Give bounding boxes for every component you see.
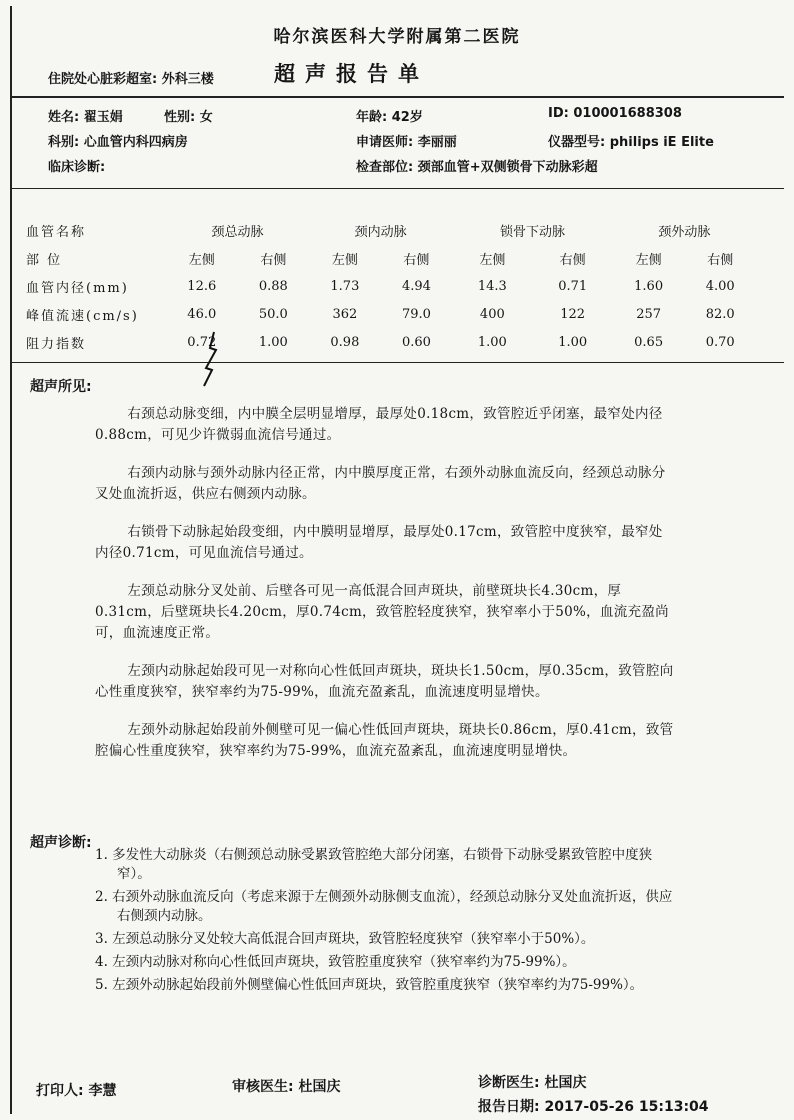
table-cell: 1.60	[634, 278, 664, 294]
side-cell: 左侧	[479, 252, 506, 268]
printer: 打印人: 李慧	[36, 1083, 117, 1099]
table-cell: 0.60	[401, 334, 431, 350]
left-border	[10, 6, 12, 1114]
pen-scribble-mark	[196, 328, 226, 388]
side-cell: 左侧	[188, 252, 215, 268]
patient-sex: 性别: 女	[164, 110, 213, 125]
table-cell: 362	[332, 306, 358, 322]
exam-site: 检查部位: 颈部血管+双侧锁骨下动脉彩超	[356, 160, 598, 175]
diagnosis-item: 1. 多发性大动脉炎（右侧颈总动脉受累致管腔绝大部分闭塞，右锁骨下动脉受累致管腔中度狭窄）。	[95, 847, 653, 882]
vessel-name: 锁骨下动脉	[500, 224, 566, 240]
finding-paragraph: 左颈内动脉起始段可见一对称向心性低回声斑块，斑块长1.50cm，厚0.35cm，致管腔向心性重度狭窄，狭窄率约为75-99%，血流充盈紊乱，血流速度明显增快。	[95, 663, 674, 700]
patient-department: 科别: 心血管内科四病房	[48, 135, 188, 150]
table-cell: 79.0	[401, 306, 431, 322]
diagnosis-item: 3. 左颈总动脉分叉处较大高低混合回声斑块，致管腔轻度狭窄（狭窄率小于50%）。	[95, 931, 595, 947]
diagnosis-list	[95, 846, 675, 999]
table-cell: 0.70	[705, 334, 735, 350]
table-row	[26, 328, 756, 356]
table-cell: 50.0	[258, 306, 288, 322]
report-date: 报告日期: 2017-05-26 15:13:04	[478, 1099, 709, 1115]
side-cell: 左侧	[635, 252, 662, 268]
table-cell: 400	[479, 306, 505, 322]
diagnosing-doctor: 诊断医生: 杜国庆	[478, 1075, 587, 1091]
table-cell: 1.00	[558, 334, 588, 350]
table-cell: 4.94	[401, 278, 431, 294]
table-divider	[10, 362, 784, 363]
finding-paragraph: 右颈总动脉变细，内中膜全层明显增厚，最厚处0.18cm，致管腔近乎闭塞，最窄处内径0.88cm，可见少许微弱血流信号通过。	[95, 406, 663, 443]
table-cell: 0.71	[558, 278, 588, 294]
hospital-name: 哈尔滨医科大学附属第二医院	[273, 27, 521, 47]
patient-id: ID: 010001688308	[548, 106, 682, 121]
patient-age: 年龄: 42岁	[356, 110, 423, 125]
table-cell: 12.6	[187, 278, 217, 294]
table-side-row	[26, 244, 756, 272]
header-divider	[10, 96, 784, 98]
report-title: 超声报告单	[274, 61, 429, 86]
row-label: 峰值流速(cm/s)	[26, 308, 139, 324]
finding-paragraph: 右锁骨下动脉起始段变细，内中膜明显增厚，最厚处0.17cm，致管腔中度狭窄，最窄处内径0.71cm，可见血流信号通过。	[95, 524, 663, 561]
clinical-diagnosis: 临床诊断:	[48, 160, 106, 175]
findings-section	[95, 404, 675, 779]
vessel-name: 颈内动脉	[354, 224, 407, 240]
vessel-name-label: 血管名称	[26, 224, 87, 240]
info-divider	[10, 188, 784, 189]
diagnosis-item: 4. 左颈内动脉对称向心性低回声斑块，致管腔重度狭窄（狭窄率约为75-99%）。	[95, 954, 576, 970]
table-cell: 46.0	[187, 306, 217, 322]
instrument-model: 仪器型号: philips iE Elite	[548, 135, 714, 150]
side-cell: 右侧	[403, 252, 430, 268]
vessel-table	[26, 216, 756, 356]
side-cell: 右侧	[559, 252, 586, 268]
table-cell: 0.88	[258, 278, 288, 294]
findings-heading: 超声所见:	[30, 379, 92, 395]
table-cell: 1.00	[258, 334, 288, 350]
row-label: 血管内径(mm)	[26, 280, 129, 296]
side-cell: 左侧	[331, 252, 358, 268]
vessel-name: 颈总动脉	[211, 224, 264, 240]
table-header-row	[26, 216, 756, 244]
finding-paragraph: 右颈内动脉与颈外动脉内径正常，内中膜厚度正常，右颈外动脉血流反向，经颈总动脉分叉处血流折返，供应右侧颈内动脉。	[95, 465, 666, 502]
diagnosis-item: 2. 右颈外动脉血流反向（考虑来源于左侧颈外动脉侧支血流），经颈总动脉分叉处血流折返，供应右侧颈内动脉。	[95, 889, 673, 924]
table-cell: 1.73	[330, 278, 360, 294]
side-cell: 右侧	[707, 252, 734, 268]
reviewer: 审核医生: 杜国庆	[232, 1079, 341, 1095]
patient-name: 姓名: 翟玉娟	[48, 110, 123, 125]
table-cell: 0.98	[330, 334, 360, 350]
table-row	[26, 300, 756, 328]
finding-paragraph: 左颈总动脉分叉处前、后壁各可见一高低混合回声斑块，前壁斑块长4.30cm，厚0.31cm，后壁斑块长4.20cm，厚0.74cm，致管腔轻度狭窄，狭窄率小于50%，血流充盈尚可，血流速度正常。	[95, 583, 669, 641]
table-cell: 14.3	[477, 278, 507, 294]
department-line: 住院处心脏彩超室: 外科三楼	[48, 72, 214, 87]
vessel-name: 颈外动脉	[658, 224, 711, 240]
table-cell: 122	[560, 306, 586, 322]
table-cell: 0.72	[187, 334, 217, 350]
requesting-doctor: 申请医师: 李丽丽	[356, 135, 457, 150]
diagnosis-item: 5. 左颈外动脉起始段前外侧壁偏心性低回声斑块，致管腔重度狭窄（狭窄率约为75-99%）。	[95, 977, 644, 993]
side-label: 部 位	[26, 252, 63, 268]
table-cell: 82.0	[705, 306, 735, 322]
table-cell: 1.00	[477, 334, 507, 350]
finding-paragraph: 左颈外动脉起始段前外侧壁可见一偏心性低回声斑块，斑块长0.86cm，厚0.41cm，致管腔偏心性重度狭窄，狭窄率约为75-99%，血流充盈紊乱，血流速度明显增快。	[95, 722, 674, 759]
table-cell: 257	[636, 306, 662, 322]
table-cell: 4.00	[705, 278, 735, 294]
row-label: 阻力指数	[26, 336, 87, 352]
diagnosis-heading: 超声诊断:	[30, 835, 92, 851]
side-cell: 右侧	[260, 252, 287, 268]
table-cell: 0.65	[634, 334, 664, 350]
table-row	[26, 272, 756, 300]
